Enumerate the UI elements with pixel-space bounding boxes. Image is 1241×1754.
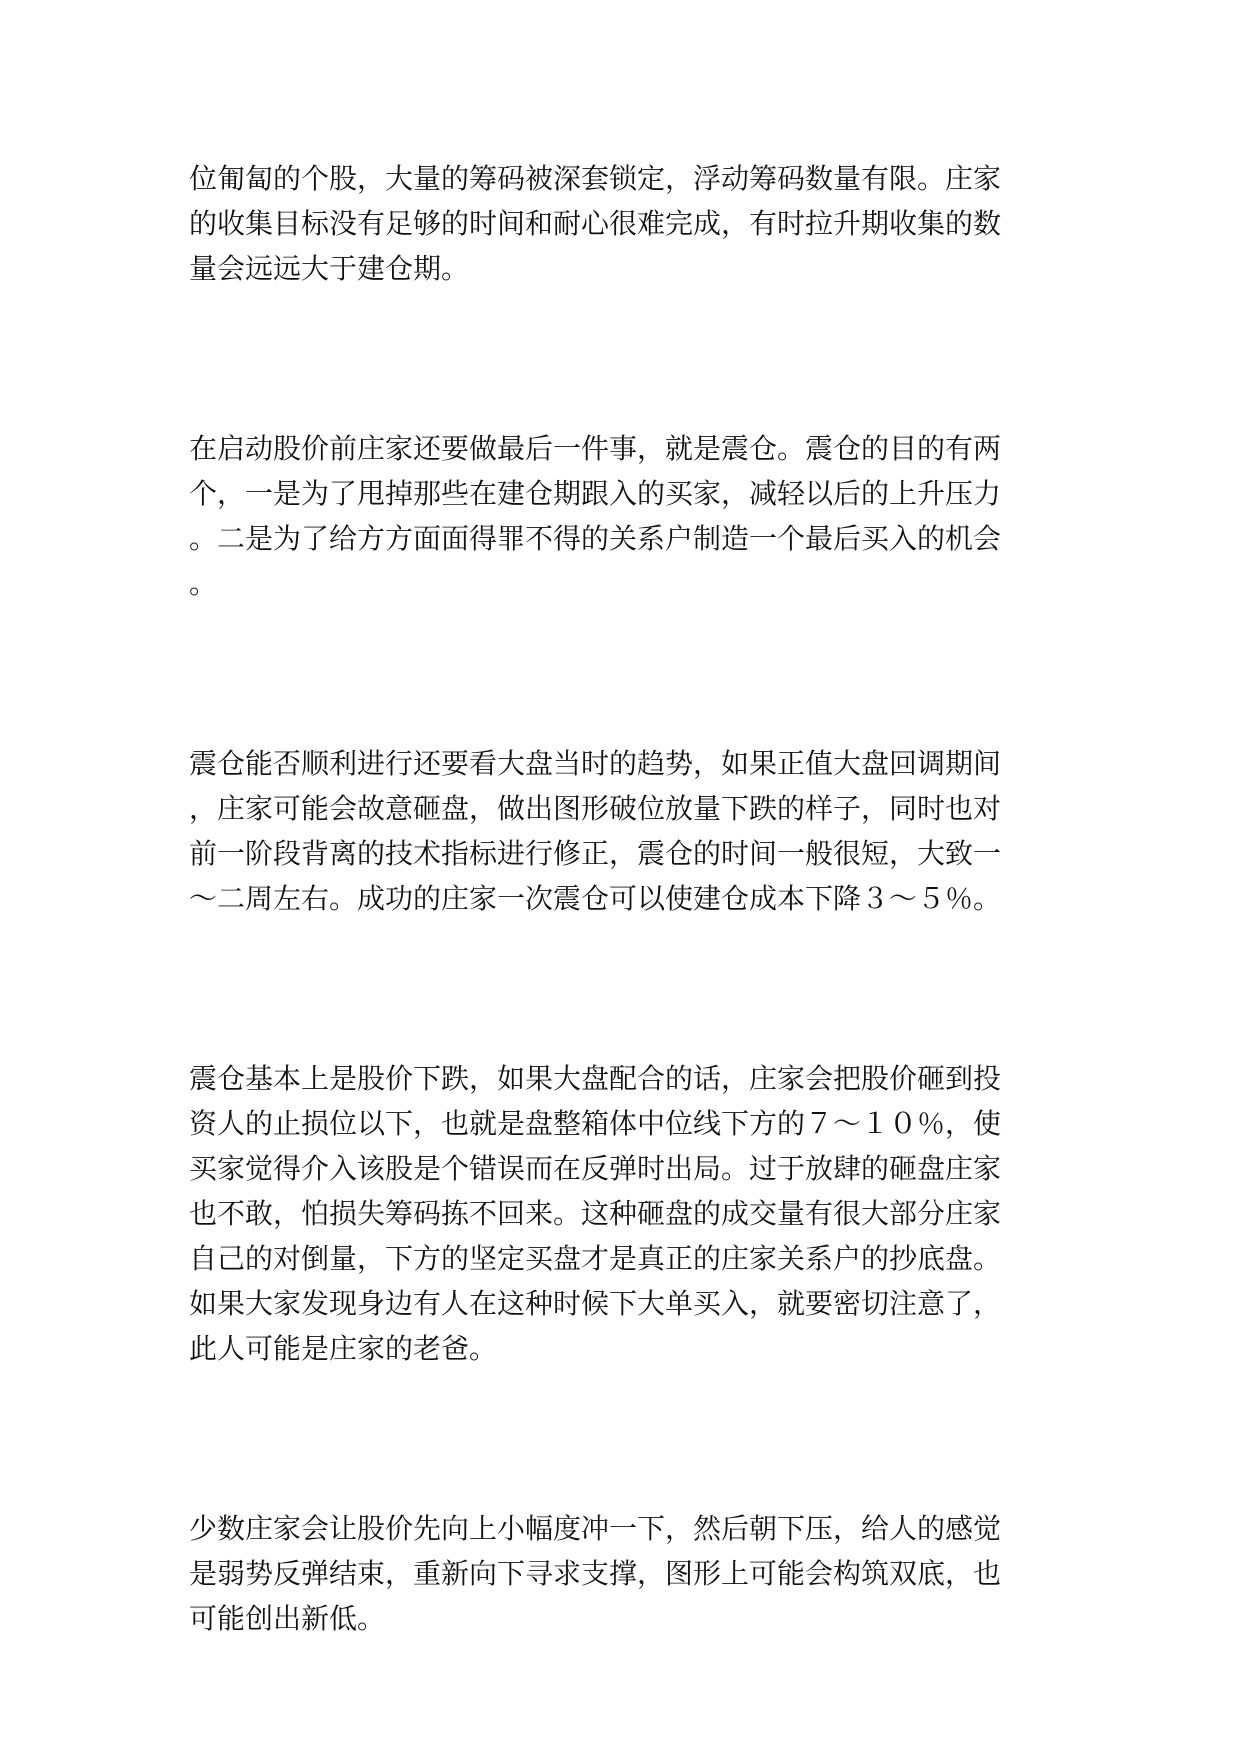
- text-line: 量会远远大于建仓期。: [189, 252, 470, 285]
- paragraph-1: [189, 156, 1039, 291]
- text-line: 震仓能否顺利进行还要看大盘当时的趋势，如果正值大盘回调期间: [189, 747, 1002, 780]
- text-line: ～二周左右。成功的庄家一次震仓可以使建仓成本下降３～５％。: [189, 882, 1002, 915]
- text-line: 。: [189, 567, 218, 600]
- text-line: 此人可能是庄家的老爸。: [189, 1332, 498, 1365]
- text-line: 少数庄家会让股价先向上小幅度冲一下，然后朝下压，给人的感觉: [189, 1512, 1002, 1545]
- document-body: [189, 156, 1039, 1641]
- text-line: 在启动股价前庄家还要做最后一件事，就是震仓。震仓的目的有两: [189, 432, 1002, 465]
- text-line: 位匍匐的个股，大量的筹码被深套锁定，浮动筹码数量有限。庄家: [189, 162, 1002, 195]
- text-line: 震仓基本上是股价下跌，如果大盘配合的话，庄家会把股价砸到投: [189, 1062, 1002, 1095]
- text-line: 。二是为了给方方面面得罪不得的关系户制造一个最后买入的机会: [189, 522, 1002, 555]
- text-line: 也不敢，怕损失筹码拣不回来。这种砸盘的成交量有很大部分庄家: [189, 1197, 1002, 1230]
- paragraph-gap: [189, 606, 1039, 741]
- text-line: 买家觉得介入该股是个错误而在反弹时出局。过于放肆的砸盘庄家: [189, 1152, 1002, 1185]
- paragraph-4: [189, 1056, 1039, 1371]
- text-line: 前一阶段背离的技术指标进行修正，震仓的时间一般很短，大致一: [189, 837, 1002, 870]
- text-line: 个，一是为了甩掉那些在建仓期跟入的买家，减轻以后的上升压力: [189, 477, 1002, 510]
- text-line: 是弱势反弹结束，重新向下寻求支撑，图形上可能会构筑双底，也: [189, 1557, 1002, 1590]
- text-line: 的收集目标没有足够的时间和耐心很难完成，有时拉升期收集的数: [189, 207, 1002, 240]
- text-line: 可能创出新低。: [189, 1602, 386, 1635]
- paragraph-gap: [189, 1371, 1039, 1506]
- paragraph-gap: [189, 921, 1039, 1056]
- paragraph-2: [189, 426, 1039, 606]
- text-line: 资人的止损位以下，也就是盘整箱体中位线下方的７～１０％，使: [189, 1107, 1002, 1140]
- paragraph-5: [189, 1506, 1039, 1641]
- paragraph-gap: [189, 291, 1039, 426]
- paragraph-3: [189, 741, 1039, 921]
- text-line: 如果大家发现身边有人在这种时候下大单买入，就要密切注意了，: [189, 1287, 1002, 1320]
- text-line: 自己的对倒量，下方的坚定买盘才是真正的庄家关系户的抄底盘。: [189, 1242, 1002, 1275]
- text-line: ，庄家可能会故意砸盘，做出图形破位放量下跌的样子，同时也对: [189, 792, 1002, 825]
